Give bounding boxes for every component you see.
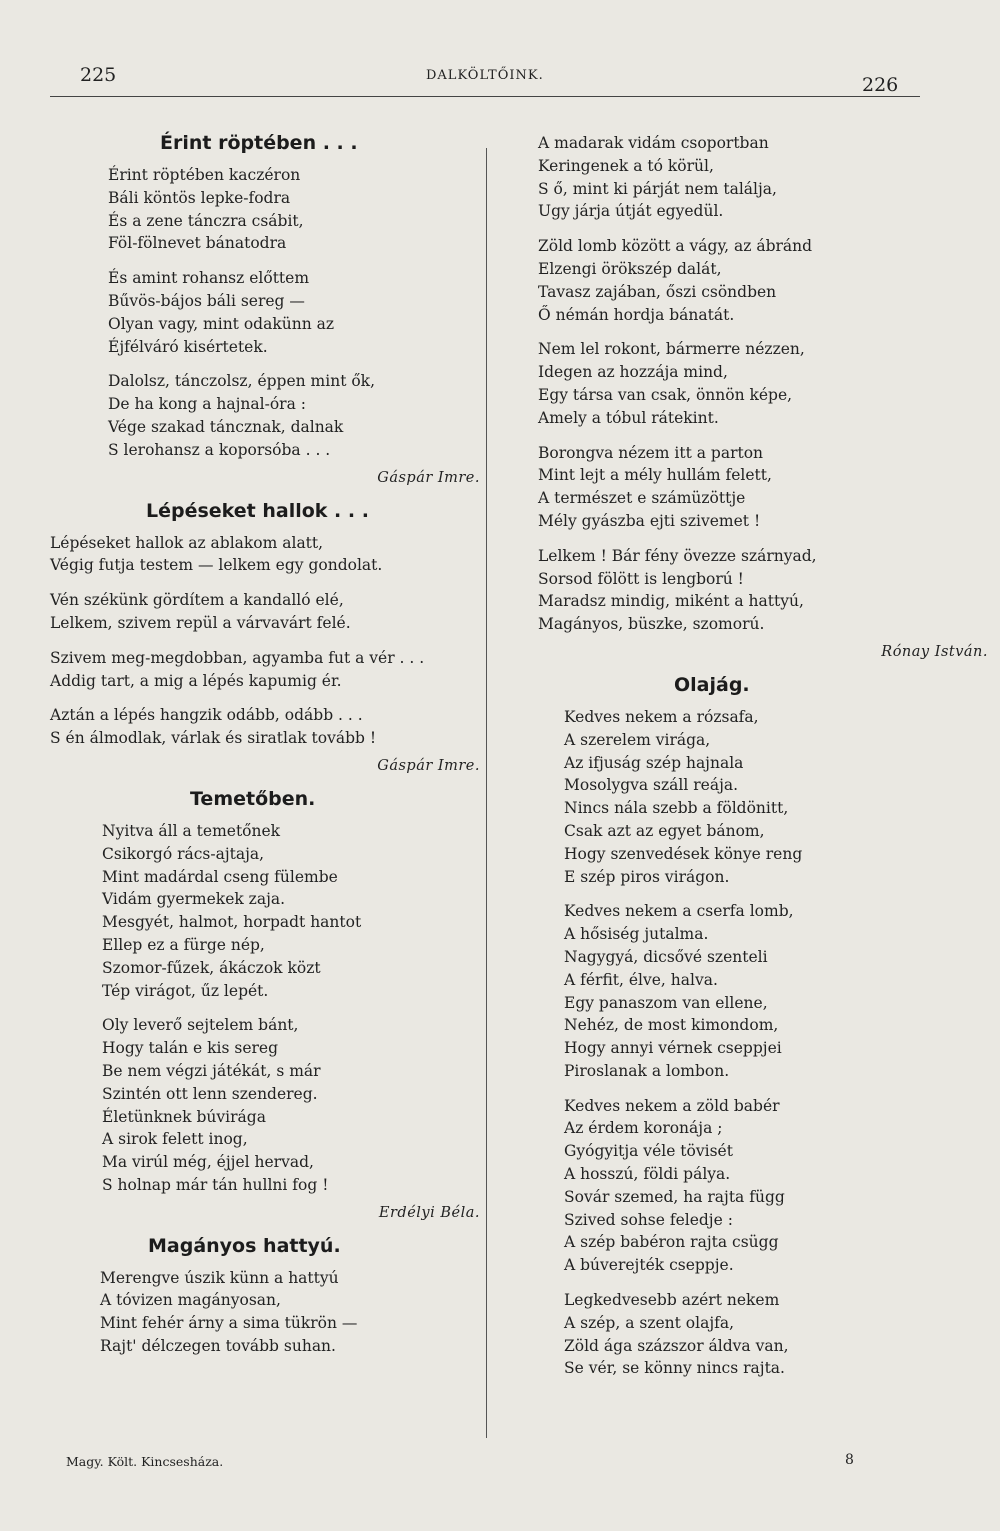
stanza <box>538 706 928 888</box>
verse-line: Szintén ott lenn szendereg. <box>102 1084 318 1103</box>
verse-line: Mély gyászba ejti szivemet ! <box>538 511 761 530</box>
verse-line: A szép, a szent olajfa, <box>564 1313 735 1332</box>
poem <box>50 500 480 774</box>
verse-line: A természet e számüzöttje <box>538 489 746 508</box>
verse-line: Mosolygva száll reája. <box>564 776 739 795</box>
stanza <box>50 704 480 750</box>
verse-line: Magányos, büszke, szomorú. <box>538 615 765 634</box>
poem-title: Lépéseket hallok . . . <box>146 499 369 522</box>
stanza <box>538 900 928 1082</box>
poem-title: Magányos hattyú. <box>148 1234 341 1257</box>
verse-line: Hogy talán e kis sereg <box>102 1039 278 1058</box>
stanza <box>50 820 480 1002</box>
verse-line: Lelkem, szivem repül a várvavárt felé. <box>50 613 351 632</box>
stanza <box>538 545 928 636</box>
verse-line: Oly leverő sejtelem bánt, <box>102 1016 299 1035</box>
verse-line: Báli köntös lepke-fodra <box>108 188 291 207</box>
left-column <box>50 132 480 1370</box>
verse-line: E szép piros virágon. <box>564 867 730 886</box>
verse-line: Hogy annyi vérnek cseppjei <box>564 1039 782 1058</box>
verse-line: A hosszú, földi pálya. <box>564 1165 731 1184</box>
stanza <box>538 338 928 429</box>
footer-sheet-number: 8 <box>845 1452 854 1468</box>
verse-line: Mesgyét, halmot, horpadt hantot <box>102 913 362 932</box>
verse-line: Nagygyá, dicsővé szenteli <box>564 947 768 966</box>
verse-line: Sorsod fölött is lengború ! <box>538 569 744 588</box>
verse-line: Se vér, se könny nincs rajta. <box>564 1359 785 1378</box>
poem <box>538 674 928 1380</box>
verse-line: S én álmodlak, várlak és siratlak tovább ! <box>50 729 377 748</box>
verse-line: Az ifjuság szép hajnala <box>564 753 744 772</box>
stanza <box>50 164 480 255</box>
stanza <box>538 1095 928 1277</box>
poem-author: Gáspár Imre. <box>377 757 480 774</box>
poem-author: Erdélyi Béla. <box>378 1204 480 1221</box>
verse-line: A szép babéron rajta csügg <box>564 1233 779 1252</box>
poem-title: Érint röptében . . . <box>160 132 358 154</box>
verse-line: Szomor-fűzek, ákáczok közt <box>102 958 321 977</box>
stanza <box>538 132 928 223</box>
verse-line: Bűvös-bájos báli sereg — <box>108 291 305 310</box>
verse-line: Szived sohse feledje : <box>564 1210 733 1229</box>
verse-line: És a zene tánczra csábit, <box>108 211 304 230</box>
verse-line: A sirok felett inog, <box>102 1130 248 1149</box>
poem <box>50 788 480 1221</box>
verse-line: De ha kong a hajnal-óra : <box>108 395 306 414</box>
verse-line: Csak azt az egyet bánom, <box>564 821 765 840</box>
verse-line: A tóvizen magányosan, <box>100 1291 281 1310</box>
verse-line: Az érdem koronája ; <box>564 1119 723 1138</box>
verse-line: Éjfélváró kisértetek. <box>108 337 268 356</box>
verse-line: Borongva nézem itt a parton <box>538 443 764 462</box>
poem <box>538 132 988 660</box>
right-column <box>538 132 988 1392</box>
poem-author: Gáspár Imre. <box>377 469 480 486</box>
poem <box>50 1235 480 1358</box>
stanza <box>50 589 480 635</box>
verse-line: Ma virúl még, éjjel hervad, <box>102 1153 314 1172</box>
verse-line: Merengve úszik künn a hattyú <box>100 1268 339 1287</box>
verse-line: Olyan vagy, mint odakünn az <box>108 314 335 333</box>
stanza <box>50 1267 480 1358</box>
column-divider <box>486 148 487 1438</box>
stanza <box>50 647 480 693</box>
stanza <box>538 1289 928 1380</box>
verse-line: Tép virágot, űz lepét. <box>102 981 269 1000</box>
poem-title: Temetőben. <box>190 787 316 810</box>
verse-line: Nem lel rokont, bármerre nézzen, <box>538 340 805 359</box>
verse-line: Végig futja testem — lelkem egy gondolat. <box>50 556 383 575</box>
verse-line: Lelkem ! Bár fény övezze szárnyad, <box>538 546 817 565</box>
verse-line: Sovár szemed, ha rajta függ <box>564 1187 785 1206</box>
running-head: DALKÖLTŐINK. <box>426 68 544 83</box>
poem-title: Olajág. <box>674 673 750 696</box>
verse-line: Aztán a lépés hangzik odább, odább . . . <box>50 706 363 725</box>
verse-line: Keringenek a tó körül, <box>538 156 714 175</box>
verse-line: Érint röptében kaczéron <box>108 166 301 184</box>
verse-line: Vidám gyermekek zaja. <box>102 890 286 909</box>
header-rule <box>50 96 920 97</box>
verse-line: Mint madárdal cseng fülembe <box>102 867 338 886</box>
verse-line: Kedves nekem a rózsafa, <box>564 707 759 726</box>
verse-line: Kedves nekem a cserfa lomb, <box>564 902 794 921</box>
verse-line: Szivem meg-megdobban, agyamba fut a vér . . . <box>50 648 425 667</box>
poem <box>50 132 480 486</box>
verse-line: S lerohansz a koporsóba . . . <box>108 440 331 459</box>
verse-line: Nehéz, de most kimondom, <box>564 1016 779 1035</box>
footer-signature: Magy. Költ. Kincsesháza. <box>66 1454 224 1469</box>
verse-line: Be nem végzi játékát, s már <box>102 1061 321 1080</box>
verse-line: Ellep ez a fürge nép, <box>102 935 265 954</box>
verse-line: Nyitva áll a temetőnek <box>102 821 281 840</box>
verse-line: Gyógyitja véle tövisét <box>564 1142 733 1161</box>
verse-line: Ugy járja útját egyedül. <box>538 202 724 221</box>
verse-line: Tavasz zajában, őszi csöndben <box>538 282 777 301</box>
verse-line: Nincs nála szebb a földönitt, <box>564 799 789 818</box>
verse-line: A hősiség jutalma. <box>564 925 709 944</box>
verse-line: Maradsz mindig, miként a hattyú, <box>538 592 804 611</box>
verse-line: Dalolsz, tánczolsz, éppen mint ők, <box>108 372 375 391</box>
verse-line: Lépéseket hallok az ablakom alatt, <box>50 533 324 552</box>
verse-line: S ő, mint ki párját nem találja, <box>538 179 777 198</box>
poem-author: Rónay István. <box>881 643 988 660</box>
verse-line: Idegen az hozzája mind, <box>538 363 728 382</box>
verse-line: A madarak vidám csoportban <box>538 134 769 152</box>
verse-line: Hogy szenvedések könye reng <box>564 844 803 863</box>
stanza <box>50 370 480 461</box>
verse-line: Piroslanak a lombon. <box>564 1061 730 1080</box>
verse-line: A férfit, élve, halva. <box>564 970 718 989</box>
verse-line: A búverejték cseppje. <box>564 1256 734 1275</box>
verse-line: Zöld lomb között a vágy, az ábránd <box>538 237 813 256</box>
verse-line: Egy panaszom van ellene, <box>564 993 768 1012</box>
page-number-left: 225 <box>80 64 117 86</box>
verse-line: Zöld ága százszor áldva van, <box>564 1336 789 1355</box>
verse-line: Ő némán hordja bánatát. <box>538 305 735 324</box>
stanza <box>538 235 928 326</box>
verse-line: Csikorgó rács-ajtaja, <box>102 844 265 863</box>
verse-line: S holnap már tán hullni fog ! <box>102 1175 329 1194</box>
stanza <box>538 442 928 533</box>
verse-line: Elzengi örökszép dalát, <box>538 259 722 278</box>
verse-line: Addig tart, a mig a lépés kapumig ér. <box>50 671 342 690</box>
verse-line: Rajt' délczegen tovább suhan. <box>100 1337 336 1356</box>
verse-line: Amely a tóbul rátekint. <box>538 408 719 427</box>
verse-line: Vén székünk gördítem a kandalló elé, <box>50 591 344 610</box>
verse-line: Életünknek búvirága <box>102 1107 266 1126</box>
verse-line: És amint rohansz előttem <box>108 269 310 288</box>
stanza <box>50 1014 480 1196</box>
page-number-right: 226 <box>862 74 899 96</box>
stanza <box>50 267 480 358</box>
verse-line: Vége szakad táncznak, dalnak <box>108 417 344 436</box>
verse-line: Mint lejt a mély hullám felett, <box>538 466 772 485</box>
verse-line: Legkedvesebb azért nekem <box>564 1291 780 1310</box>
verse-line: Mint fehér árny a sima tükrön — <box>100 1314 358 1333</box>
stanza <box>50 532 480 578</box>
verse-line: Föl-fölnevet bánatodra <box>108 234 287 253</box>
verse-line: Kedves nekem a zöld babér <box>564 1096 780 1115</box>
verse-line: A szerelem virága, <box>564 730 711 749</box>
verse-line: Egy társa van csak, önnön képe, <box>538 385 793 404</box>
